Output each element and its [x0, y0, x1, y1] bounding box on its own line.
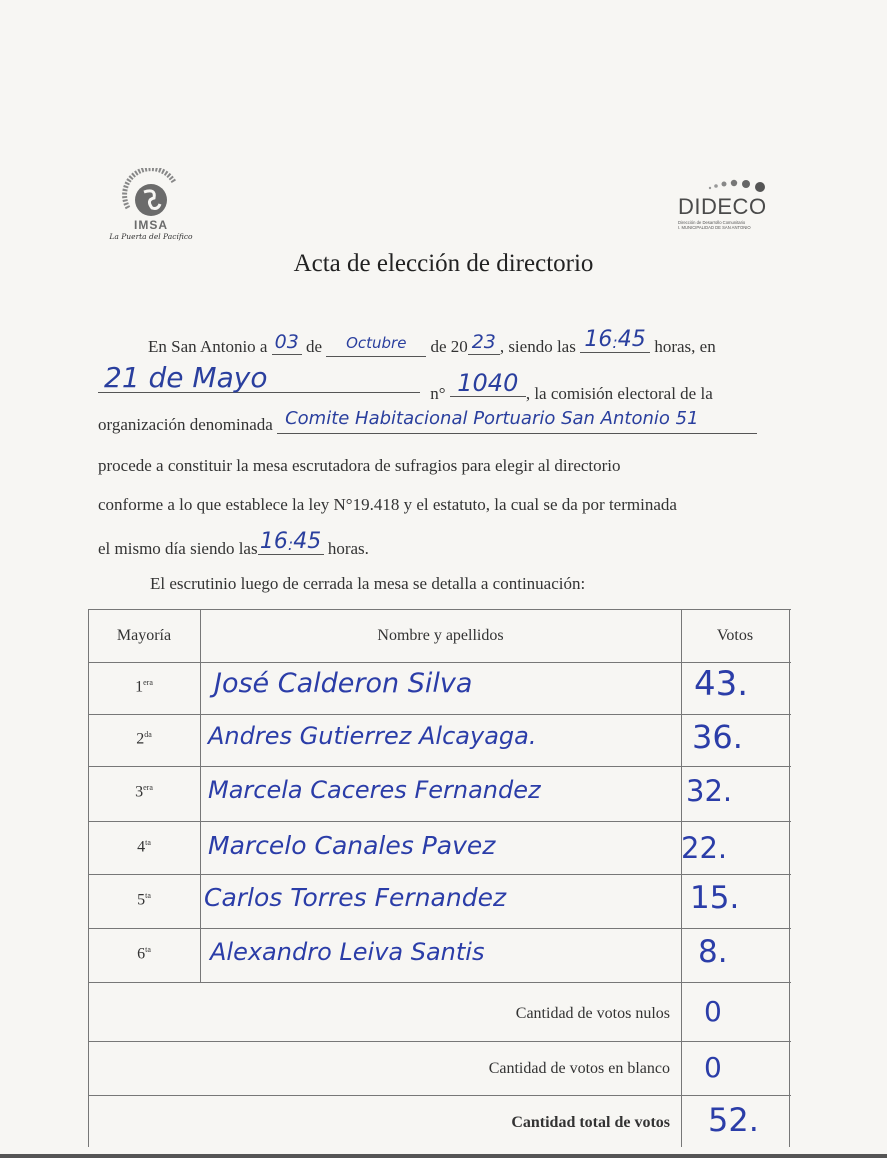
table-header-row — [88, 609, 791, 663]
header-rank: Mayoría — [116, 627, 172, 644]
blank-votes-value: 0 — [704, 1051, 722, 1084]
candidate-votes: 15. — [690, 880, 740, 916]
field-month: Octubre — [326, 337, 426, 357]
blank-votes-label: Cantidad de votos en blanco — [488, 1060, 670, 1077]
field-number: 1040 — [450, 377, 526, 397]
candidate-votes: 8. — [698, 934, 728, 970]
field-organization: Comite Habitacional Portuario San Antonio 51 — [277, 414, 757, 434]
rank-cell: $5^{ta}$ — [137, 891, 151, 909]
candidate-votes: 36. — [692, 718, 743, 756]
candidate-name: Andres Gutierrez Alcayaga. — [208, 722, 537, 750]
table-row — [88, 714, 791, 767]
rank-cell: $1^{era}$ — [135, 678, 153, 696]
paragraph-line-1: En San Antonio a 03 de Octubre de 20 23 , siendo las 16:45 horas, en — [148, 327, 716, 356]
candidate-votes: 22. — [681, 831, 728, 865]
paragraph-line-5: conforme a lo que establece la ley N°19.418 y el estatuto, la cual se da por terminada — [98, 495, 677, 514]
table-row — [88, 874, 791, 929]
dideco-name: DIDECO — [678, 194, 767, 219]
dideco-subtitle: Dirección de Desarrollo Comunitario I. MUNICIPALIDAD DE SAN ANTONIO — [678, 220, 751, 230]
total-votes-row — [88, 1095, 791, 1147]
candidate-votes: 32. — [686, 774, 733, 808]
rank-cell: $2^{da}$ — [136, 730, 152, 748]
total-votes-label: Cantidad total de votos — [511, 1114, 670, 1131]
candidate-name: Carlos Torres Fernandez — [204, 883, 507, 912]
table-row — [88, 928, 791, 983]
blank-votes-row — [88, 1041, 791, 1096]
dideco-logo-icon — [708, 176, 768, 194]
document-title: Acta de elección de directorio — [293, 250, 594, 277]
table-row — [88, 662, 791, 715]
field-year: 23 — [468, 335, 500, 355]
dideco-logo — [678, 176, 778, 236]
null-votes-value: 0 — [704, 995, 722, 1028]
rank-cell: $3^{era}$ — [135, 783, 153, 801]
imsa-name: IMSA — [134, 218, 168, 232]
paragraph-line-7: El escrutinio luego de cerrada la mesa se detalla a continuación: — [150, 574, 586, 593]
table-row — [88, 821, 791, 875]
null-votes-row — [88, 982, 791, 1042]
imsa-slogan: La Puerta del Pacífico — [109, 232, 193, 241]
paragraph-line-2: 21 de Mayo n° 1040 , la comisión electoral de la — [98, 373, 774, 404]
field-street: 21 de Mayo — [98, 373, 420, 393]
paragraph-line-4: procede a constituir la mesa escrutadora de sufragios para elegir al directorio — [98, 456, 621, 475]
total-votes-value: 52. — [708, 1101, 759, 1139]
candidate-name: José Calderon Silva — [214, 668, 473, 699]
imsa-logo — [96, 168, 206, 248]
field-day: 03 — [272, 335, 302, 355]
scan-edge — [0, 1154, 887, 1158]
imsa-seal-icon — [116, 168, 186, 220]
rank-cell: $4^{ta}$ — [137, 838, 151, 856]
field-start-time: 16:45 — [580, 333, 650, 353]
null-votes-label: Cantidad de votos nulos — [515, 1005, 670, 1022]
paragraph-line-3: organización denominada Comite Habitacional Portuario San Antonio 51 — [98, 414, 774, 435]
header-name: Nombre y apellidos — [377, 627, 504, 644]
candidate-name: Marcelo Canales Pavez — [208, 831, 496, 860]
candidate-name: Alexandro Leiva Santis — [210, 938, 485, 966]
header-votes: Votos — [716, 627, 754, 644]
rank-cell: $6^{ta}$ — [137, 945, 151, 963]
paragraph-line-6: el mismo día siendo las 16:45 horas. — [98, 529, 369, 558]
candidate-name: Marcela Caceres Fernandez — [208, 776, 541, 804]
field-end-time: 16:45 — [258, 535, 324, 555]
candidate-votes: 43. — [694, 664, 749, 704]
table-row — [88, 766, 791, 822]
